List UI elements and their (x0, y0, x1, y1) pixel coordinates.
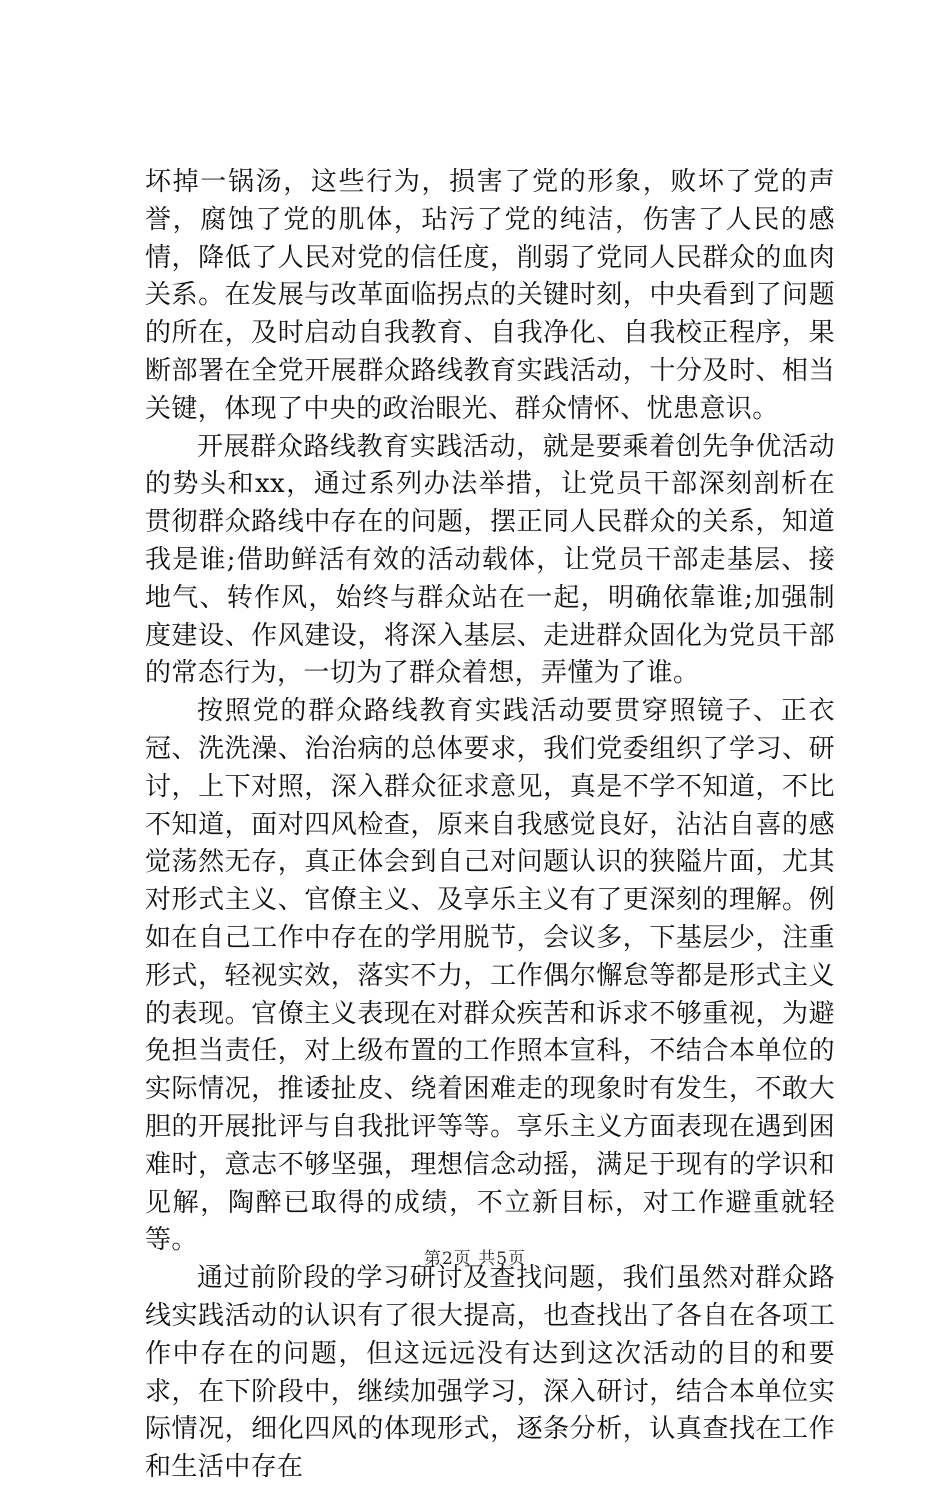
paragraph-1: 坏掉一锅汤，这些行为，损害了党的形象，败坏了党的声誉，腐蚀了党的肌体，玷污了党的纯洁，伤害了人民的感情，降低了人民对党的信任度，削弱了党同人民群众的血肉关系。在发展与改革面临拐点的关键时刻，中央看到了问题的所在，及时启动自我教育、自我净化、自我校正程序，果断部署在全党开展群众路线教育实践活动，十分及时、相当关键，体现了中央的政治眼光、群众情怀、忧患意识。 (145, 167, 835, 424)
page-number-footer: 第2页 共5页 (423, 1249, 527, 1269)
paragraph-4: 通过前阶段的学习研讨及查找问题，我们虽然对群众路线实践活动的认识有了很大提高，也查找出了各自在各项工作中存在的问题，但这远远没有达到这次活动的目的和要求，在下阶段中，继续加强学习，深入研讨，结合本单位实际情况，细化四风的体现形式，逐条分析，认真查找在工作和生活中存在 (145, 1263, 835, 1483)
paragraph-3: 按照党的群众路线教育实践活动要贯穿照镜子、正衣冠、洗洗澡、治治病的总体要求，我们党委组织了学习、研讨，上下对照，深入群众征求意见，真是不学不知道，不比不知道，面对四风检查，原来自我感觉良好，沾沾自喜的感觉荡然无存，真正体会到自己对问题认识的狭隘片面，尤其对形式主义、官僚主义、及享乐主义有了更深刻的理解。例如在自己工作中存在的学用脱节，会议多，下基层少，注重形式，轻视实效，落实不力，工作偶尔懈怠等都是形式主义的表现。官僚主义表现在对群众疾苦和诉求不够重视，为避免担当责任，对上级布置的工作照本宣科，不结合本单位的实际情况，推诿扯皮、绕着困难走的现象时有发生，不敢大胆的开展批评与自我批评等等。享乐主义方面表现在遇到困难时，意志不够坚强，理想信念动摇，满足于现有的学识和见解，陶醉已取得的成绩，不立新目标，对工作避重就轻等。 (145, 696, 835, 1256)
document-body (145, 164, 835, 1487)
paragraph-2: 开展群众路线教育实践活动，就是要乘着创先争优活动的势头和xx，通过系列办法举措，让党员干部深刻剖析在贯彻群众路线中存在的问题，摆正同人民群众的关系，知道我是谁;借助鲜活有效的活动载体，让党员干部走基层、接地气、转作风，始终与群众站在一起，明确依靠谁;加强制度建设、作风建设，将深入基层、走进群众固化为党员干部的常态行为，一切为了群众着想，弄懂为了谁。 (145, 431, 835, 689)
